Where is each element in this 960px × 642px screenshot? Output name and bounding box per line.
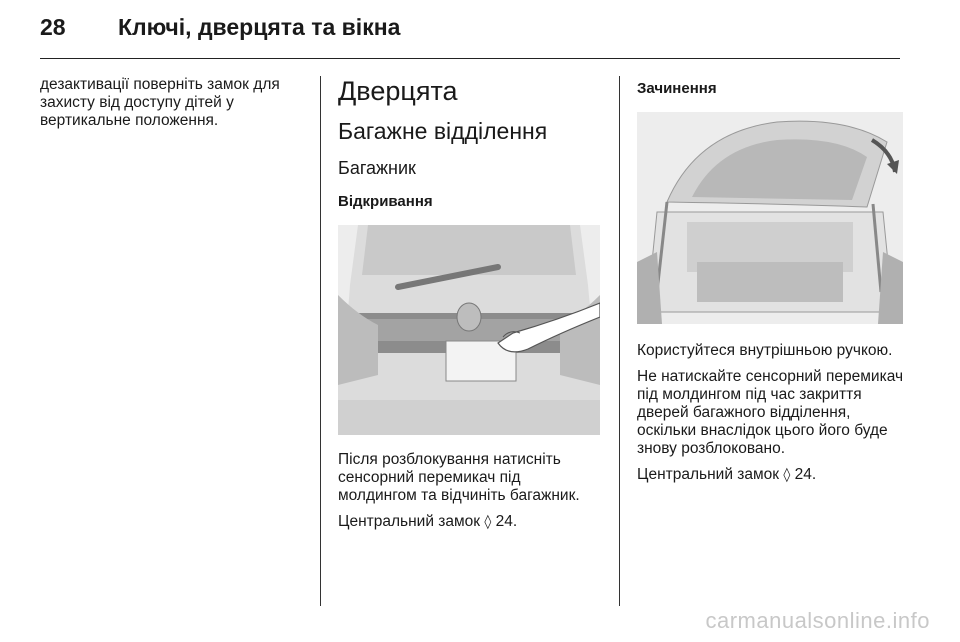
body-paragraph: Користуйтеся внутрішньою ручкою. [637, 342, 893, 359]
header-rule [40, 58, 900, 59]
topic-heading-opening: Відкривання [338, 193, 433, 210]
reference-arrow-icon: ◊ [484, 514, 492, 530]
column-middle [338, 76, 600, 539]
watermark: carmanualsonline.info [705, 608, 930, 633]
section-heading: Дверцята [338, 76, 458, 106]
cross-reference-page: 24. [495, 513, 518, 530]
page-number: 28 [40, 14, 66, 40]
topic-heading-closing: Зачинення [637, 80, 717, 97]
cross-reference-page: 24. [794, 466, 817, 483]
body-paragraph: Після розблокування натисніть сенсорний перемикач під молдингом та відчиніть багажник. [338, 451, 580, 504]
cross-reference[interactable] [338, 513, 600, 531]
reference-arrow-icon: ◊ [783, 467, 791, 483]
cross-reference[interactable] [637, 466, 905, 484]
column-divider-1 [320, 76, 321, 606]
running-title: Ключі, дверцята та вікна [118, 14, 401, 40]
column-left [40, 76, 302, 138]
body-paragraph: Не натискайте сенсорний перемикач під молдингом під час закриття дверей багажного відділення, оскільки внаслідок цього його буде знову розблоковано. [637, 368, 904, 457]
cross-reference-text: Центральний замок [338, 513, 481, 530]
tailgate-opening-illustration [338, 225, 600, 435]
column-right [637, 76, 905, 492]
subsection-heading: Багажне відділення [338, 118, 548, 144]
column-divider-2 [619, 76, 620, 606]
sub-subsection-heading: Багажник [338, 158, 416, 178]
cross-reference-text: Центральний замок [637, 466, 780, 483]
tailgate-closing-illustration [637, 112, 903, 324]
body-paragraph: дезактивації поверніть замок для захисту від доступу дітей у вертикальне положення. [40, 76, 280, 129]
